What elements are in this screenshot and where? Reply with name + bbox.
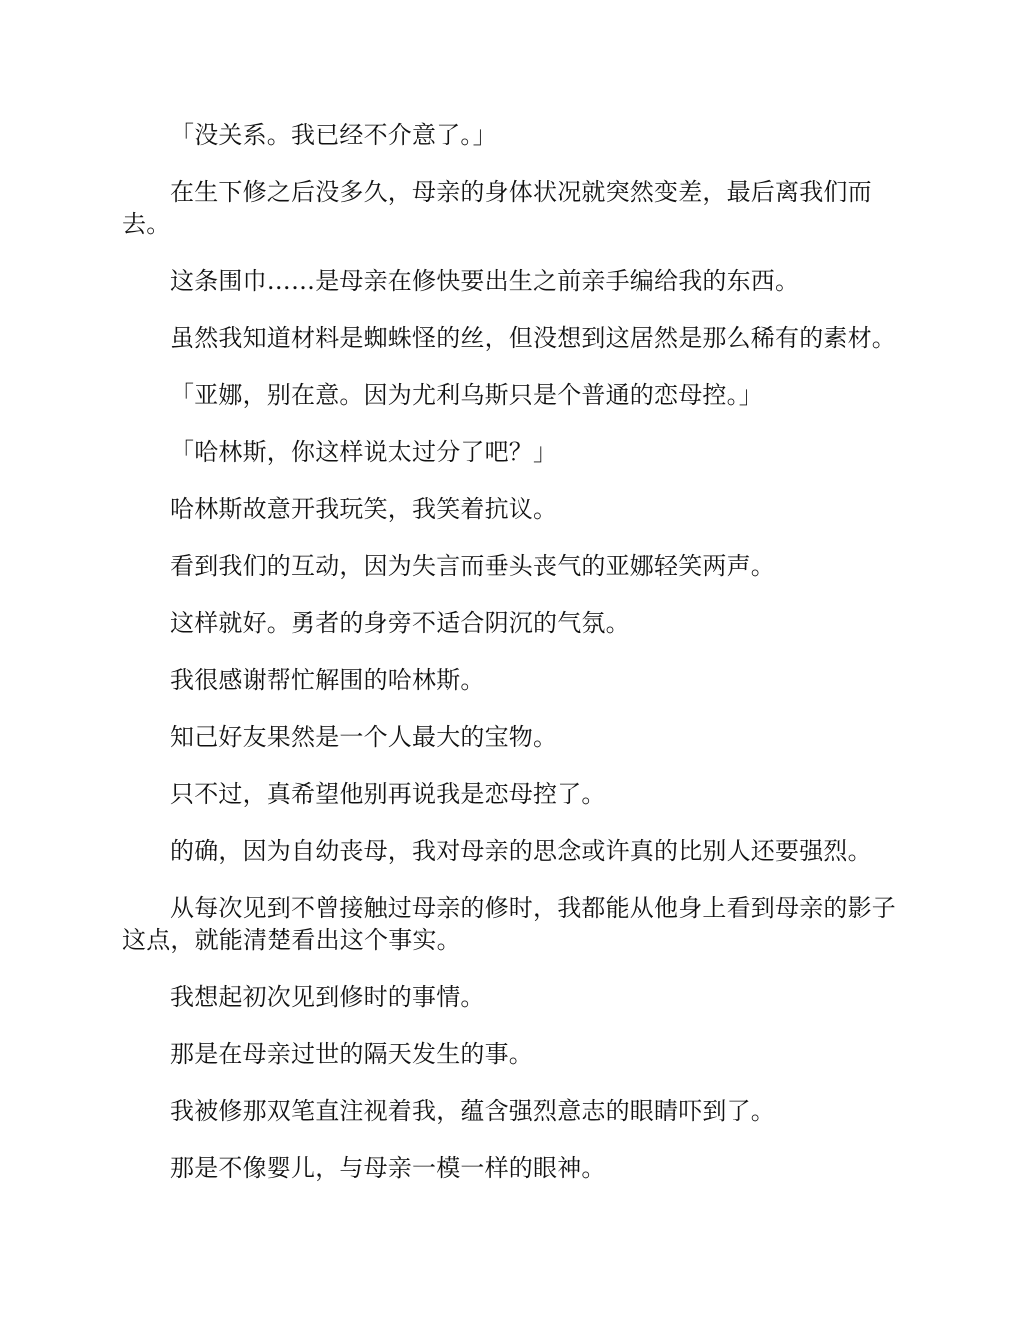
paragraph: 「没关系。我已经不介意了。」: [170, 121, 497, 149]
paragraph: 那是在母亲过世的隔天发生的事。: [170, 1040, 533, 1068]
paragraph: 我被修那双笔直注视着我，蕴含强烈意志的眼睛吓到了。: [170, 1097, 775, 1125]
paragraph: 在生下修之后没多久，母亲的身体状况就突然变差，最后离我们而去。: [122, 178, 872, 238]
document-body: [122, 119, 902, 1209]
paragraph: 「亚娜，别在意。因为尤利乌斯只是个普通的恋母控。」: [170, 381, 763, 409]
paragraph: 这样就好。勇者的身旁不适合阴沉的气氛。: [170, 609, 630, 637]
paragraph: 哈林斯故意开我玩笑，我笑着抗议。: [170, 495, 558, 523]
paragraph: 从每次见到不曾接触过母亲的修时，我都能从他身上看到母亲的影子这点，就能清楚看出这个事实。: [122, 894, 896, 954]
paragraph: 这条围巾……是母亲在修快要出生之前亲手编给我的东西。: [170, 267, 800, 295]
paragraph: 看到我们的互动，因为失言而垂头丧气的亚娜轻笑两声。: [170, 552, 775, 580]
paragraph: 虽然我知道材料是蜘蛛怪的丝，但没想到这居然是那么稀有的素材。: [170, 324, 896, 352]
paragraph: 只不过，真希望他别再说我是恋母控了。: [170, 780, 606, 808]
paragraph: 「哈林斯，你这样说太过分了吧？」: [170, 438, 558, 466]
paragraph: 我很感谢帮忙解围的哈林斯。: [170, 666, 485, 694]
paragraph: 我想起初次见到修时的事情。: [170, 983, 485, 1011]
paragraph: 知己好友果然是一个人最大的宝物。: [170, 723, 558, 751]
paragraph: 的确，因为自幼丧母，我对母亲的思念或许真的比别人还要强烈。: [170, 837, 872, 865]
paragraph: 那是不像婴儿，与母亲一模一样的眼神。: [170, 1154, 606, 1182]
